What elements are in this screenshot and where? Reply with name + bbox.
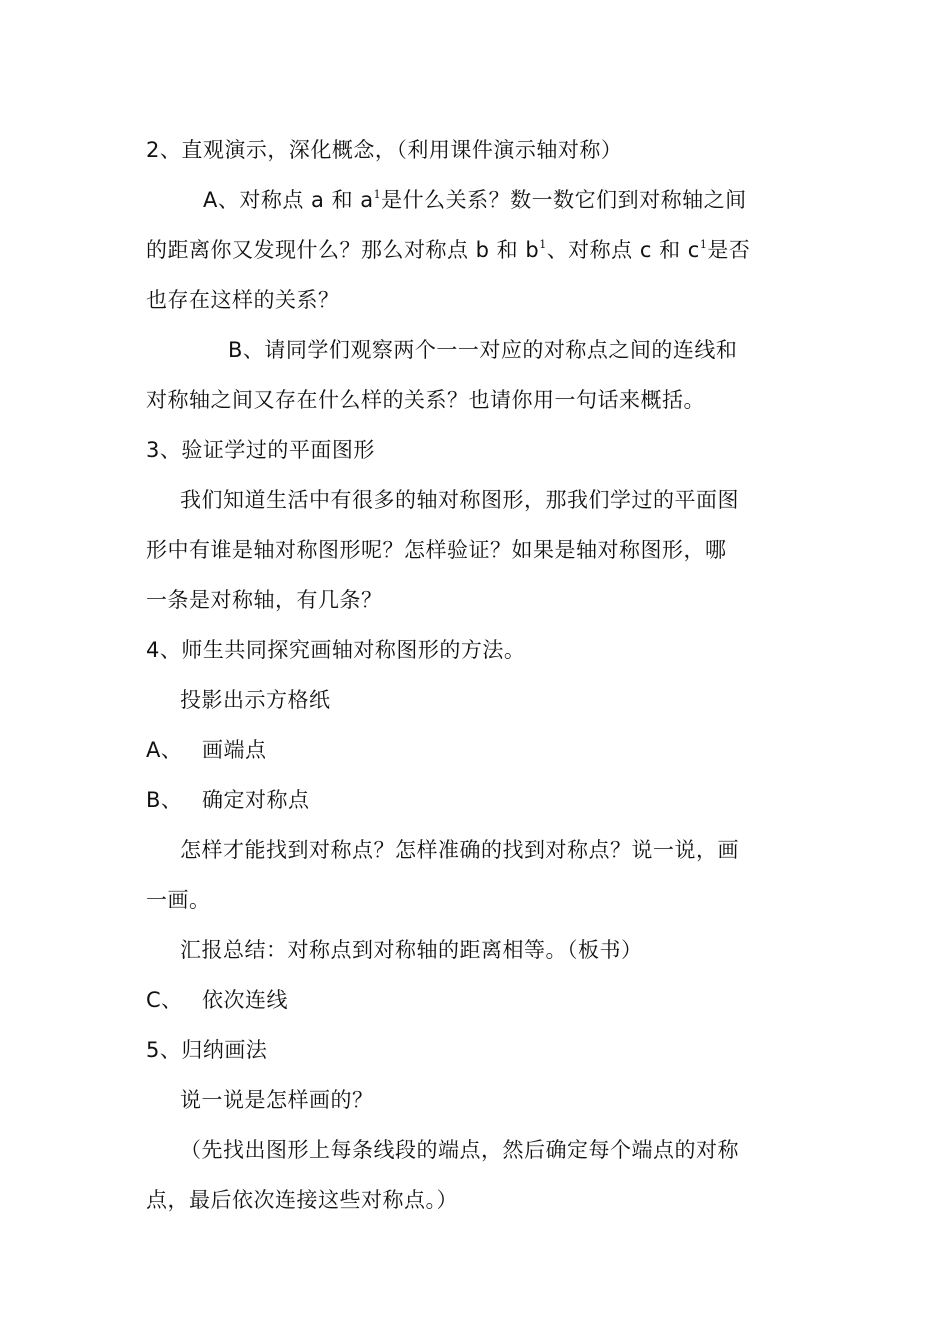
substep-text: 画端点 [202,738,267,762]
step-3-para-line-3: 一条是对称轴，有几条？ [146,588,383,612]
question-b-line-1: B、请同学们观察两个一一对应的对称点之间的连线和 [228,338,738,362]
question-a-line-1 [203,185,868,215]
step-5-heading: 5、归纳画法 [146,1038,268,1062]
substep-b-para-line-2: 一画。 [146,888,211,912]
superscript: 1 [373,188,382,201]
substep-b [146,785,811,815]
step-5-answer-line-1: （先找出图形上每条线段的端点，然后确定每个端点的对称 [180,1138,739,1162]
step-5-answer-line-2: 点，最后依次连接这些对称点。） [146,1188,458,1212]
step-4-heading: 4、师生共同探究画轴对称图形的方法。 [146,638,526,662]
question-a-line-2 [146,235,811,265]
step-4-intro: 投影出示方格纸 [180,688,331,712]
step-3-para-line-2: 形中有谁是轴对称图形呢？怎样验证？如果是轴对称图形，哪 [146,538,727,562]
substep-a [146,735,811,765]
superscript: 1 [539,238,547,251]
substep-text: 依次连线 [202,988,288,1012]
question-b-line-2: 对称轴之间又存在什么样的关系？也请你用一句话来概括。 [146,388,705,412]
step-3-heading: 3、验证学过的平面图形 [146,438,375,462]
substep-b-para-line-1: 怎样才能找到对称点？怎样准确的找到对称点？说一说，画 [180,838,739,862]
text-run: 是什么关系？数一数它们到对称轴之间 [381,188,747,212]
step-3-para-line-1: 我们知道生活中有很多的轴对称图形，那我们学过的平面图 [180,488,739,512]
list-marker: A、 [146,738,183,762]
substep-c [146,985,811,1015]
question-a-line-3: 也存在这样的关系？ [146,288,340,312]
list-marker: B、 [146,788,183,812]
superscript: 1 [699,238,708,251]
text-run: 、对称点 c 和 c [546,238,700,262]
text-run: 是否 [707,238,751,262]
step-2-heading: 2、直观演示，深化概念，（利用课件演示轴对称） [146,138,623,162]
text-run: 的距离你又发现什么？那么对称点 b 和 b [146,238,540,262]
substep-text: 确定对称点 [202,788,310,812]
summary-line: 汇报总结：对称点到对称轴的距离相等。（板书） [180,938,643,962]
list-marker: C、 [146,988,183,1012]
step-5-question: 说一说是怎样画的？ [180,1088,374,1112]
text-run: A、对称点 a 和 a [203,188,374,212]
